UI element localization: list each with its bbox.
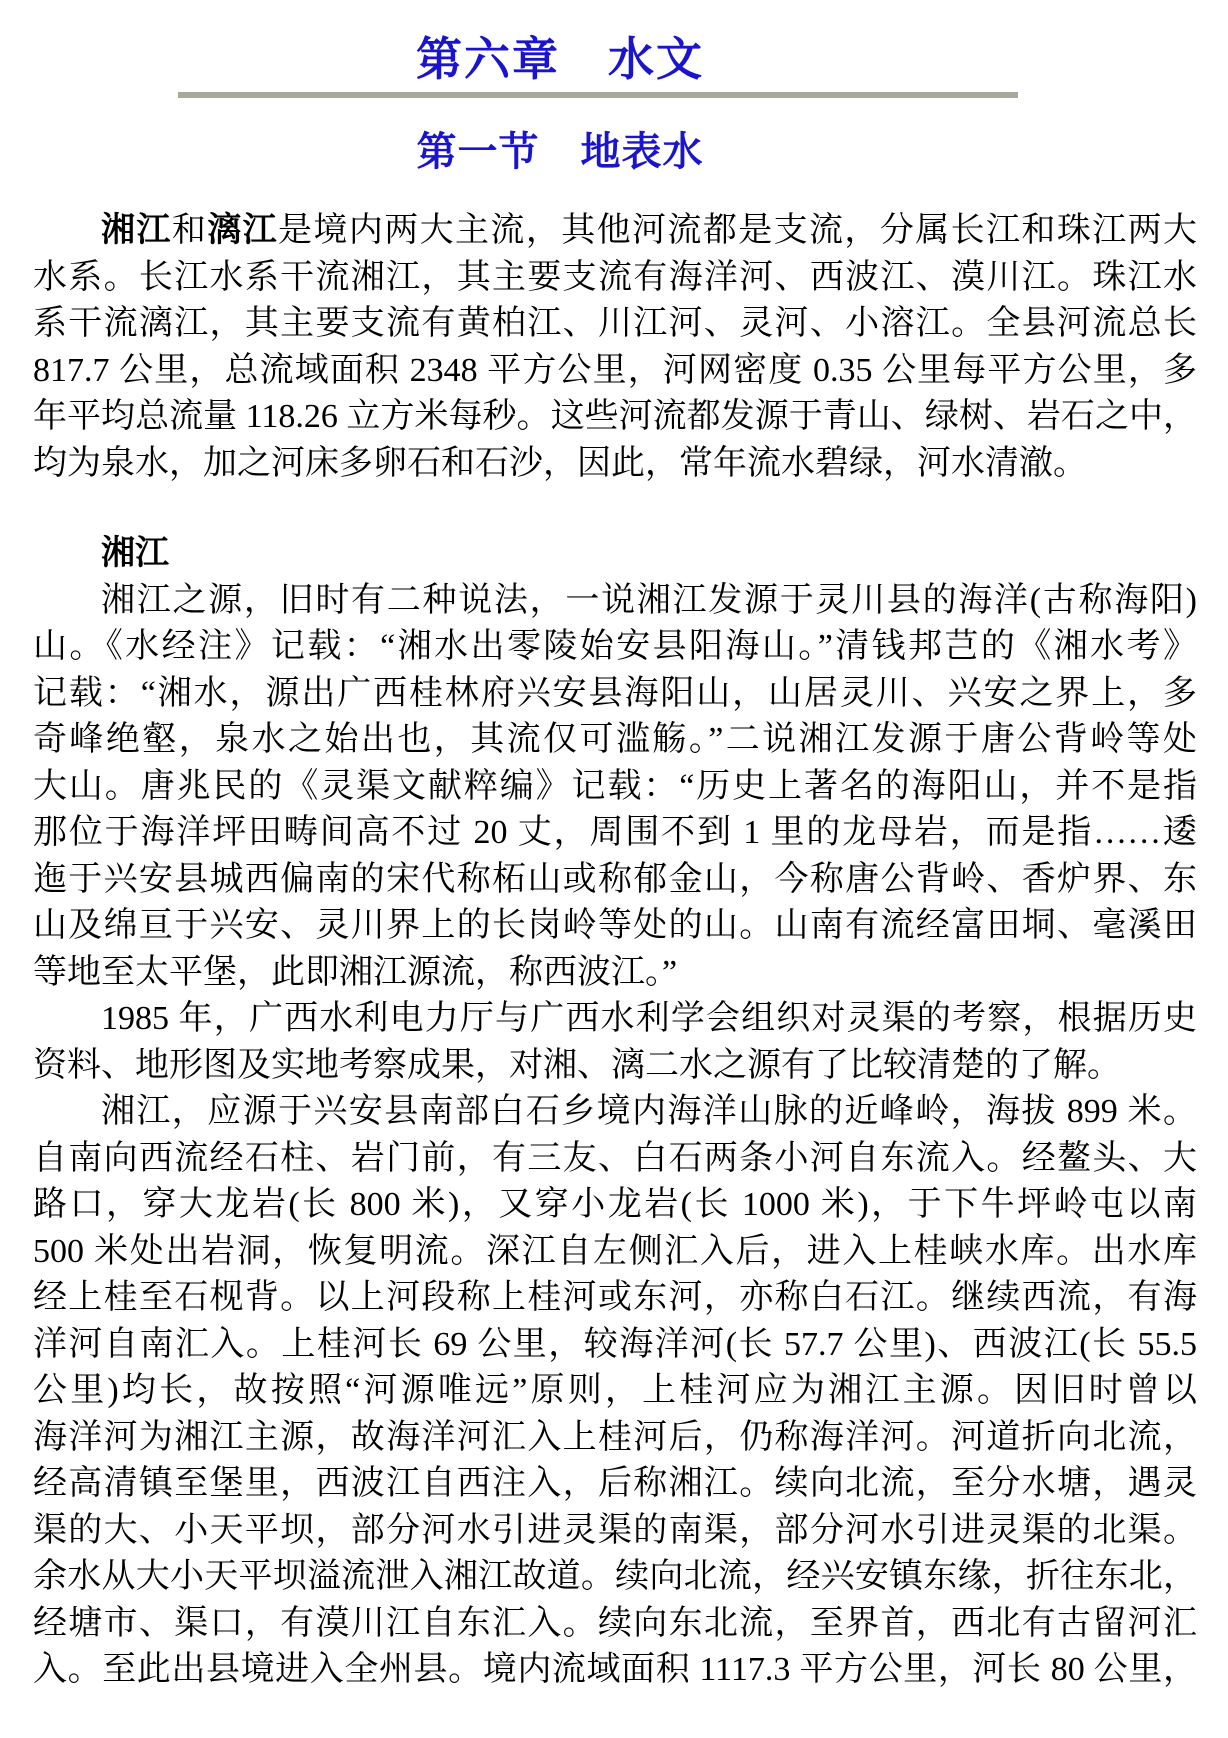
text-line: 水系。长江水系干流湘江，其主要支流有海洋河、西波江、漠川江。珠江水 — [33, 258, 1197, 296]
text-line: 经上桂至石枧背。以上河段称上桂河或东河，亦称白石江。继续西流，有海 — [33, 1279, 1197, 1316]
bold-term: 漓江 — [207, 212, 279, 249]
text-line: 余水从大小天平坝溢流泄入湘江故道。续向北流，经兴安镇东缘，折往东北， — [33, 1558, 1197, 1595]
text-line: 海洋河为湘江主源，故海洋河汇入上桂河后，仍称海洋河。河道折向北流， — [33, 1418, 1197, 1456]
heading-block — [0, 0, 1120, 86]
bold-term: 湘江 — [101, 212, 172, 249]
text-line: 系干流漓江，其主要支流有黄柏江、川江河、灵河、小溶江。全县河流总长 — [33, 305, 1197, 342]
title-rule — [178, 92, 1018, 98]
text-line: 迤于兴安县城西偏南的宋代称柘山或称郁金山，今称唐公背岭、香炉界、东 — [33, 860, 1197, 898]
text-line: 湘江之源，旧时有二种说法，一说湘江发源于灵川县的海洋(古称海阳) — [101, 581, 1197, 619]
river-subheading: 湘江 — [101, 535, 169, 572]
text-run: 和 — [171, 212, 208, 249]
text-line: 记载：“湘水，源出广西桂林府兴安县海阳山，山居灵川、兴安之界上，多 — [33, 674, 1197, 712]
text-line: 那位于海洋坪田畴间高不过 20 丈，周围不到 1 里的龙母岩，而是指……逶 — [33, 814, 1197, 851]
text-line: 奇峰绝壑，泉水之始出也，其流仅可滥觞。”二说湘江发源于唐公背岭等处 — [33, 721, 1197, 758]
text-line: 均为泉水，加之河床多卵石和石沙，因此，常年流水碧绿，河水清澈。 — [33, 444, 1087, 482]
text-line — [33, 208, 1197, 255]
text-line: 817.7 公里，总流域面积 2348 平方公里，河网密度 0.35 公里每平方公里，多 — [33, 351, 1197, 389]
text-line: 渠的大、小天平坝，部分河水引进灵渠的南渠，部分河水引进灵渠的北渠。 — [33, 1511, 1197, 1549]
subheading-block — [0, 130, 1120, 174]
text-line: 大山。唐兆民的《灵渠文献粹编》记载：“历史上著名的海阳山，并不是指 — [33, 767, 1197, 805]
text-line: 湘江，应源于兴安县南部白石乡境内海洋山脉的近峰岭，海拔 899 米。 — [101, 1093, 1197, 1130]
text-line: 年平均总流量 118.26 立方米每秒。这些河流都发源于青山、绿树、岩石之中， — [33, 398, 1197, 435]
text-line: 500 米处出岩洞，恢复明流。深江自左侧汇入后，进入上桂峡水库。出水库 — [33, 1232, 1197, 1270]
text-line: 公里)均长，故按照“河源唯远”原则，上桂河应为湘江主源。因旧时曾以 — [33, 1372, 1197, 1409]
text-line: 山及绵亘于兴安、灵川界上的长岗岭等处的山。山南有流经富田垌、毫溪田 — [33, 907, 1197, 944]
text-run: 是境内两大主流，其他河流都是支流，分属长江和珠江两大 — [278, 212, 1198, 249]
section-title: 第一节 地表水 — [416, 129, 704, 174]
text-line: 路口，穿大龙岩(长 800 米)，又穿小龙岩(长 1000 米)，于下牛坪岭屯以南 — [33, 1186, 1197, 1223]
text-line: 山。《水经注》记载：“湘水出零陵始安县阳海山。”清钱邦芑的《湘水考》 — [33, 628, 1197, 665]
body-text — [0, 208, 1228, 1694]
text-line: 经塘市、渠口，有漠川江自东汇入。续向东北流，至界首，西北有古留河汇 — [33, 1604, 1197, 1642]
text-line: 1985 年，广西水利电力厅与广西水利学会组织对灵渠的考察，根据历史 — [101, 1000, 1197, 1037]
text-line: 入。至此出县境进入全州县。境内流域面积 1117.3 平方公里，河长 80 公里， — [33, 1651, 1197, 1688]
text-line: 资料、地形图及实地考察成果，对湘、漓二水之源有了比较清楚的了解。 — [33, 1046, 1121, 1084]
text-line: 经高清镇至堡里，西波江自西注入，后称湘江。续向北流，至分水塘，遇灵 — [33, 1465, 1197, 1502]
chapter-title: 第六章 水文 — [416, 34, 704, 85]
text-line: 等地至太平堡，此即湘江源流，称西波江。” — [33, 953, 678, 991]
text-line: 洋河自南汇入。上桂河长 69 公里，较海洋河(长 57.7 公里)、西波江(长 55.5 — [33, 1325, 1197, 1363]
text-line: 自南向西流经石柱、岩门前，有三友、白石两条小河自东流入。经鳌头、大 — [33, 1139, 1197, 1177]
